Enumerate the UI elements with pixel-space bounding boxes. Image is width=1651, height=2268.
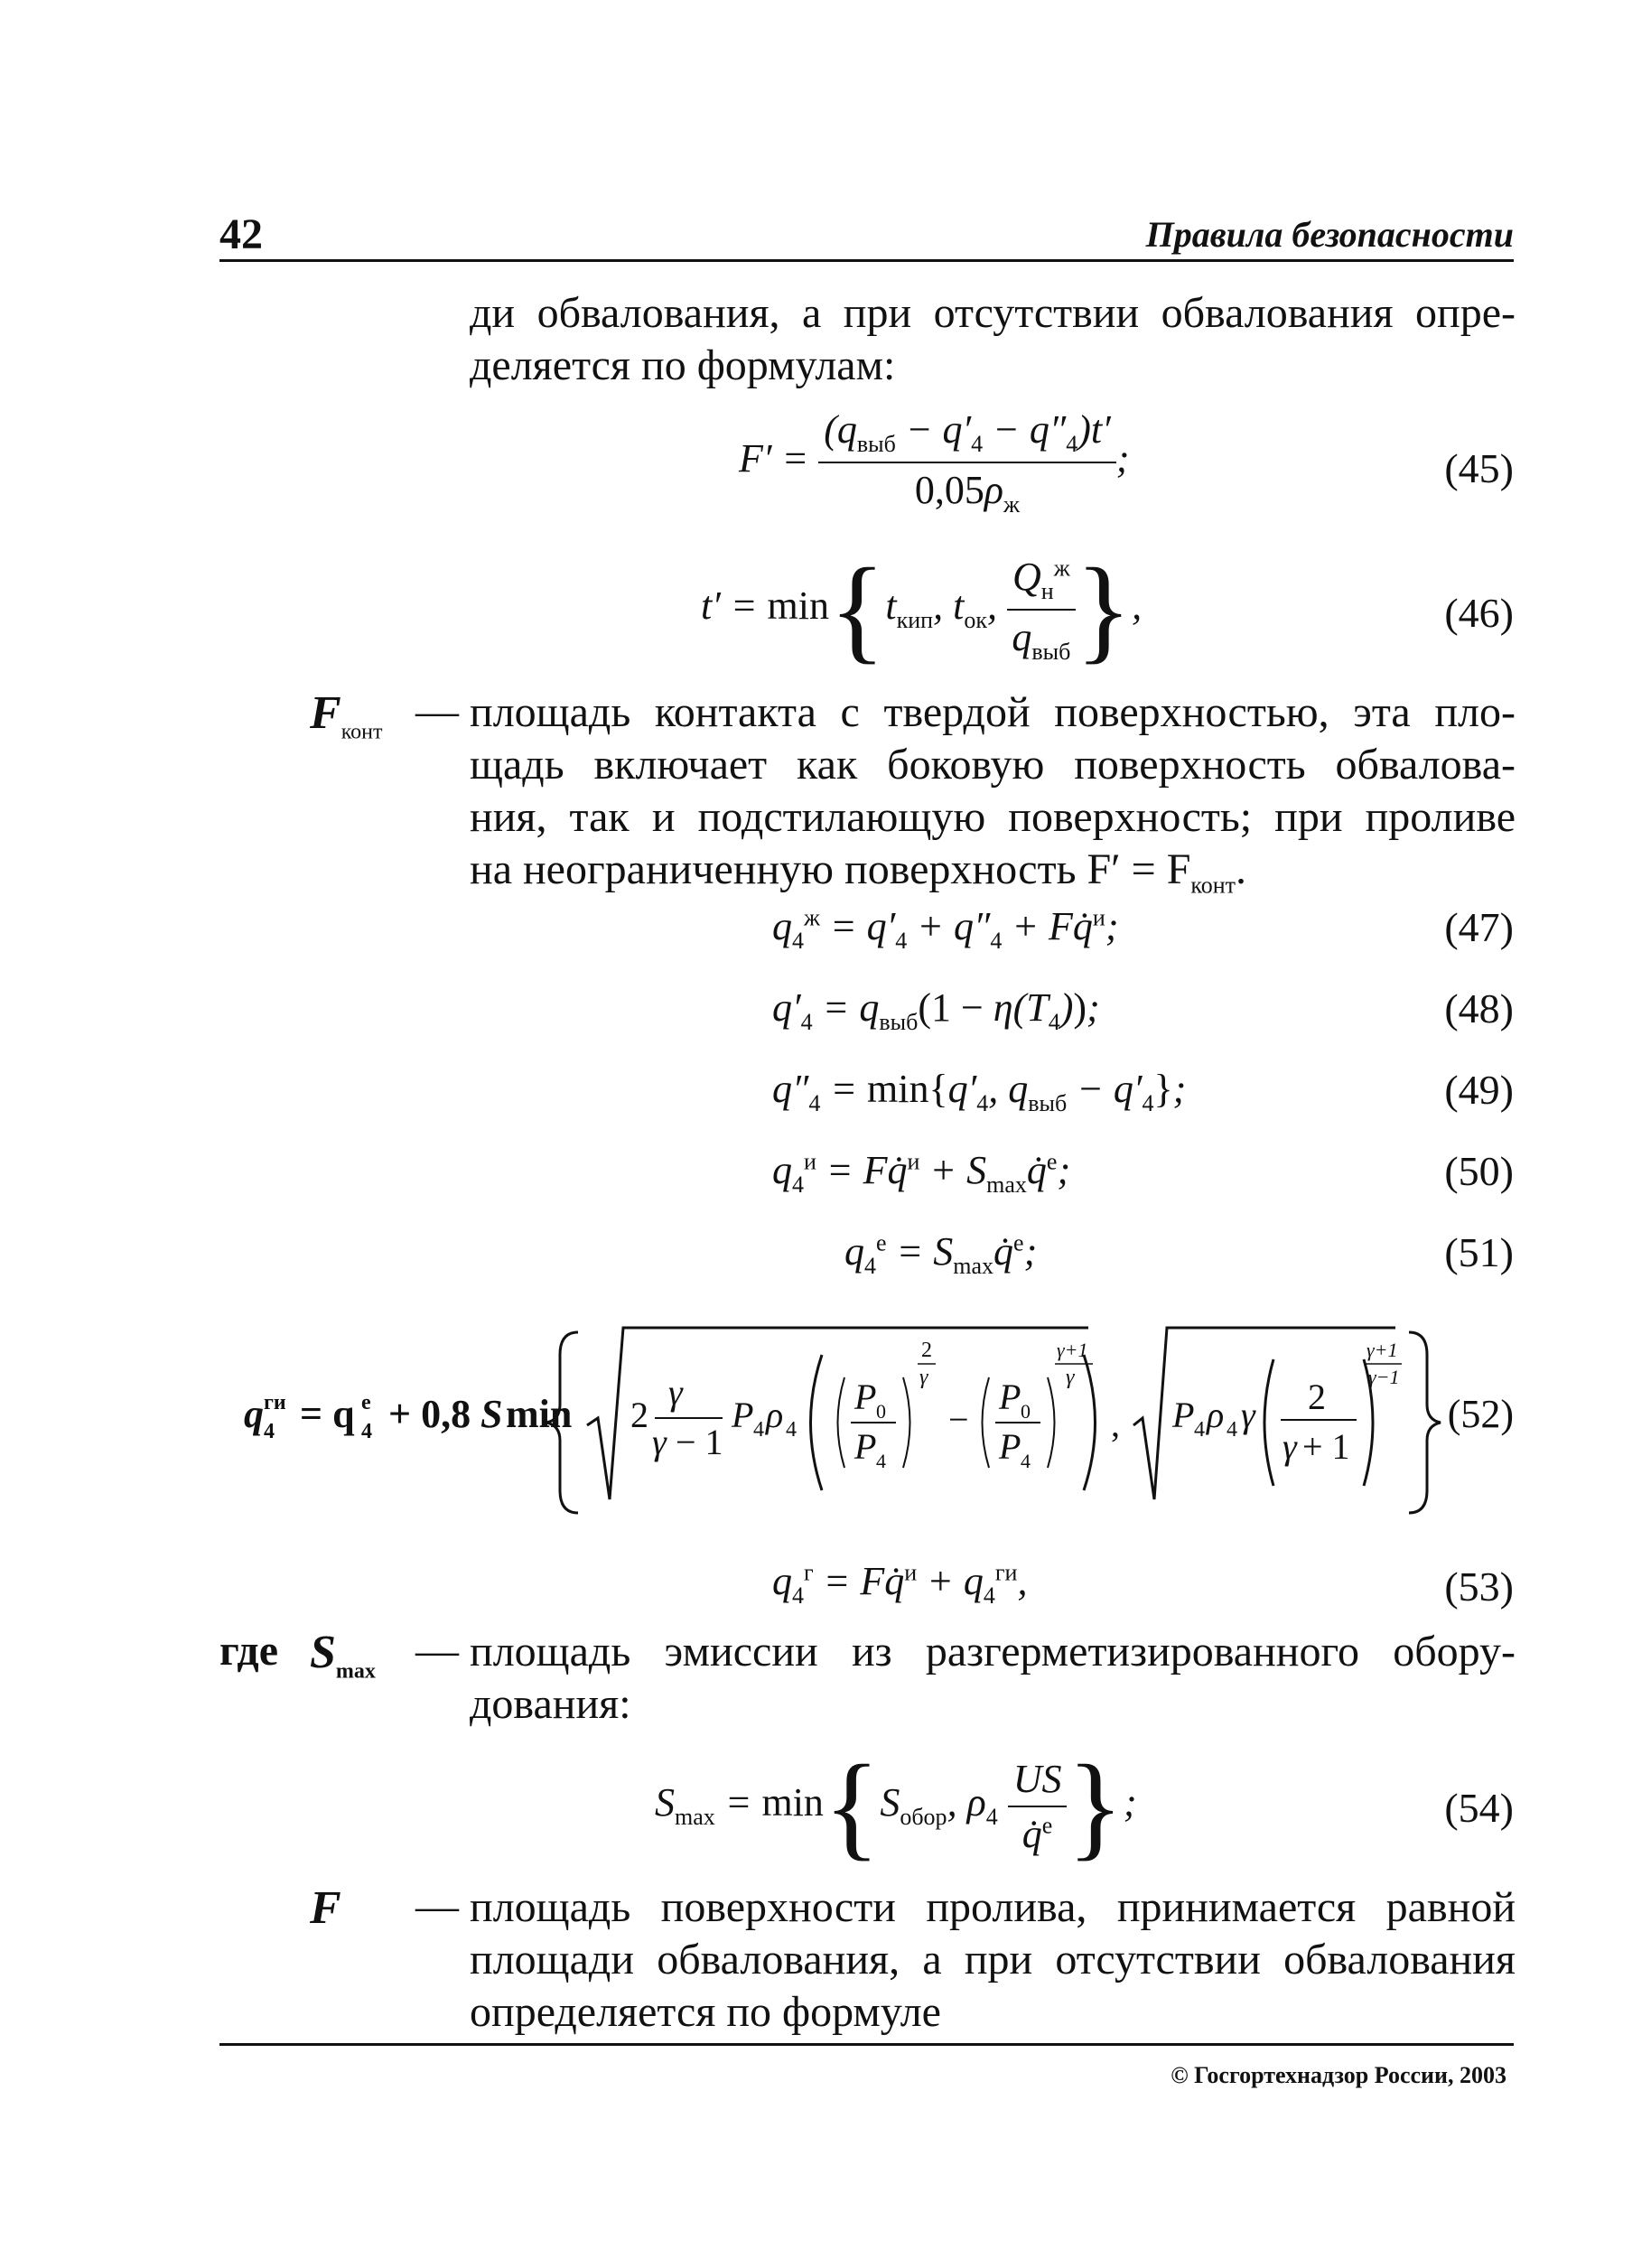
svg-text:4: 4 — [1227, 1418, 1237, 1442]
svg-text:P: P — [999, 1377, 1021, 1417]
svg-text:4: 4 — [264, 1420, 275, 1443]
equation-number: (51) — [1444, 1229, 1514, 1275]
definition-dash: — — [415, 687, 459, 735]
paragraph-intro — [470, 287, 1516, 340]
svg-text:γ: γ — [1066, 1366, 1075, 1389]
term-s-max — [310, 1626, 376, 1684]
svg-text:2: 2 — [921, 1339, 932, 1362]
header-rule — [219, 259, 1514, 262]
svg-text:γ+1: γ+1 — [1057, 1339, 1088, 1361]
svg-text:ρ: ρ — [766, 1395, 784, 1435]
footer-copyright: © Госгортехнадзор России, 2003 — [1171, 2062, 1506, 2088]
svg-text:γ: γ — [919, 1366, 928, 1389]
text-line: площадь поверхности пролива, принимается равной — [470, 1883, 1516, 1931]
equation-number: (52) — [1447, 1392, 1514, 1436]
equation-45: F′ = $\frac{(q_{выб} - q'_4 - q''_4)t'}{0,05\rho_ж}$ ; — [739, 407, 1130, 518]
svg-text:min: min — [506, 1392, 573, 1436]
text-punct: . — [1236, 845, 1247, 893]
text-line: площадь контакта с твердой поверхностью, эта пло- — [470, 688, 1516, 736]
equation-52 — [244, 1319, 1445, 1526]
paragraph-smax — [470, 1626, 1516, 1678]
svg-text:4: 4 — [753, 1418, 764, 1442]
running-title: Правила безопасности — [1145, 214, 1514, 255]
svg-text:е: е — [361, 1391, 371, 1414]
svg-text:P: P — [732, 1395, 754, 1435]
svg-text:S: S — [480, 1392, 503, 1436]
equation-number: (45) — [1444, 445, 1514, 491]
footer-rule — [219, 2043, 1514, 2046]
text-line: деляется по формулам: — [470, 341, 896, 389]
definition-dash: — — [415, 1627, 459, 1675]
paragraph-fkont — [470, 686, 1516, 844]
equation-number: (53) — [1444, 1563, 1514, 1610]
equation-53: $q_4^г$ = Fq̇$^и$ + $q_4^{ги}$, — [772, 1559, 1028, 1609]
paragraph-intro-end — [470, 340, 1516, 392]
text-line: ния, так и подстилающую поверхность; при проливе — [470, 793, 1516, 841]
term-subscript: конт — [340, 720, 383, 744]
svg-text:P: P — [854, 1426, 877, 1467]
svg-text:P: P — [999, 1426, 1021, 1467]
svg-text:+ 0,8: + 0,8 — [388, 1392, 471, 1436]
equation-51: $q_4^е$ = $S_{max}q̇^е$; — [844, 1229, 1038, 1279]
equation-54: $S_{max} = \min\{S_{обор}$, $\rho_4$ $\frac{US}{q̇^е}$ }; — [655, 1741, 1137, 1871]
equation-number: (54) — [1444, 1785, 1514, 1831]
svg-text:γ+1: γ+1 — [1367, 1339, 1398, 1361]
equation-50: $q_4^и$ = Fq̇$^и$ + $S_{max}q̇^е$; — [772, 1148, 1071, 1198]
paragraph-f-end — [470, 1986, 1516, 2039]
svg-text:2: 2 — [1308, 1377, 1326, 1417]
page-number: 42 — [219, 210, 263, 258]
svg-text:γ: γ — [1283, 1426, 1297, 1467]
svg-text:q: q — [244, 1392, 264, 1436]
paragraph-fkont-end — [470, 844, 1516, 912]
definition-dash: — — [415, 1882, 459, 1930]
svg-text:2: 2 — [630, 1395, 648, 1435]
term-f: F — [310, 1882, 341, 1934]
svg-text:γ: γ — [1241, 1395, 1255, 1435]
text-line: площади обвалования, а при отсутствии обвалования — [470, 1936, 1516, 1983]
equation-48: $q'_4 = q_{выб}(1 - \eta(T_4))$; — [772, 985, 1100, 1035]
svg-text:4: 4 — [1194, 1418, 1205, 1442]
term-subscript: max — [335, 1659, 376, 1684]
equation-number: (49) — [1444, 1067, 1514, 1113]
svg-text:4: 4 — [361, 1420, 372, 1443]
text-line: щадь включает как боковую поверхность обвалова- — [470, 741, 1516, 789]
svg-text:P: P — [854, 1377, 877, 1417]
svg-text:4: 4 — [786, 1418, 797, 1442]
equation-number: (50) — [1444, 1148, 1514, 1194]
paragraph-f — [470, 1881, 1516, 1986]
where-label: где — [219, 1627, 278, 1675]
svg-text:ги: ги — [264, 1391, 286, 1414]
svg-text:ρ: ρ — [1207, 1395, 1225, 1435]
text-line: дования: — [470, 1680, 631, 1728]
svg-text:γ−1: γ−1 — [1368, 1366, 1400, 1388]
paragraph-smax-end — [470, 1678, 1516, 1731]
text-line: площадь эмиссии из разгерметизированного обору- — [470, 1628, 1516, 1675]
term-symbol: S — [310, 1627, 336, 1678]
svg-text:P: P — [1172, 1395, 1195, 1435]
equation-47: $q_4^ж = q'_4 + q''_4$ + Fq̇$^и$; — [772, 904, 1119, 954]
svg-text:= q: = q — [300, 1392, 355, 1436]
equation-number: (48) — [1444, 985, 1514, 1031]
term-symbol: F — [310, 687, 341, 739]
svg-text:γ: γ — [668, 1372, 683, 1413]
svg-text:0: 0 — [876, 1400, 886, 1423]
term-f-kont — [310, 686, 382, 744]
equation-number: (47) — [1444, 904, 1514, 950]
text-line: определяется по формуле — [470, 1988, 941, 2036]
svg-text:+ 1: + 1 — [1302, 1426, 1350, 1467]
text-line: на неограниченную поверхность F′ = F — [470, 845, 1191, 893]
svg-text:γ: γ — [652, 1422, 667, 1462]
svg-text:4: 4 — [876, 1450, 886, 1472]
text-line: ди обвалования, а при отсутствии обвалования опре- — [470, 289, 1516, 337]
svg-text:− 1: − 1 — [676, 1422, 723, 1462]
svg-text:−: − — [948, 1399, 969, 1440]
equation-number: (46) — [1444, 590, 1514, 636]
text-subscript: конт — [1190, 872, 1236, 899]
equation-46: $t' = \min\{t_{кип}$, $t_{ок}$, $\frac{Q_н^ж}{q_{выб}}$ }, — [701, 545, 1143, 675]
svg-text:,: , — [1111, 1404, 1120, 1444]
svg-text:4: 4 — [1021, 1450, 1031, 1472]
equation-49: $q''_4 = \min\{q'_4$, $q_{выб} - q'_4$}; — [772, 1067, 1187, 1116]
svg-text:0: 0 — [1021, 1400, 1031, 1423]
